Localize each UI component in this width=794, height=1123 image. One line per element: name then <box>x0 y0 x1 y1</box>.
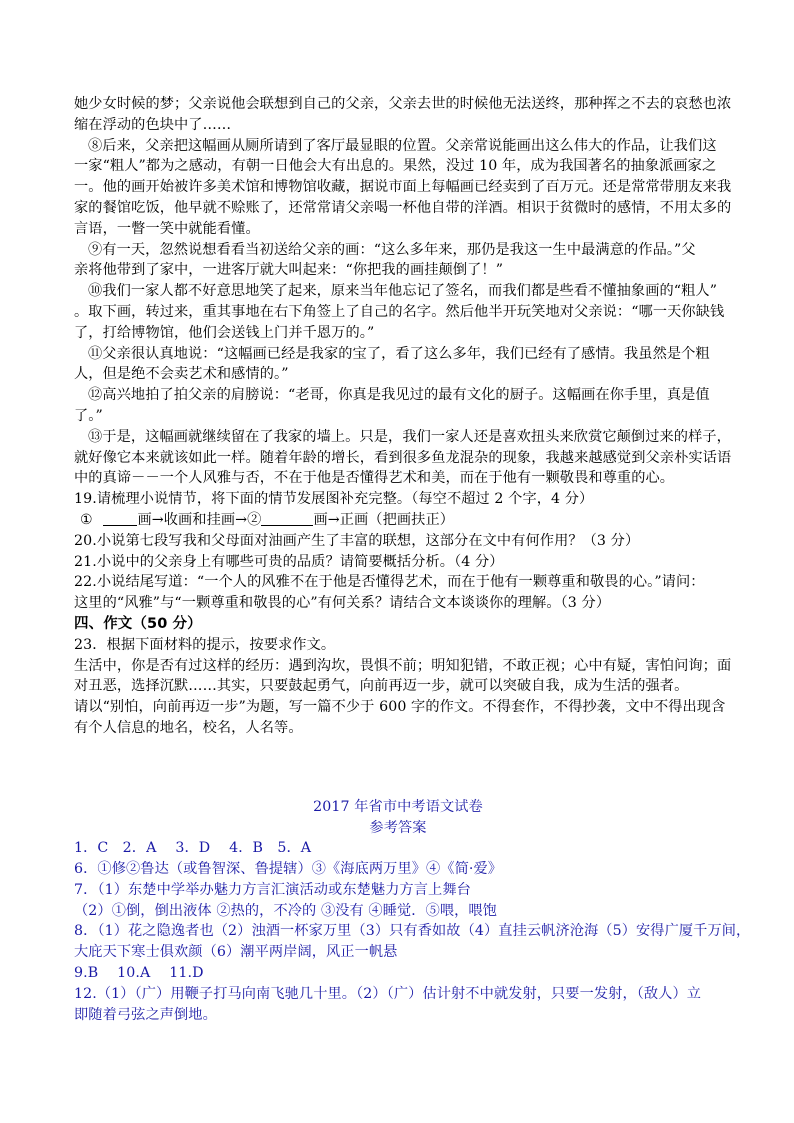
questions-section <box>74 489 722 614</box>
passage-line: 她少女时候的梦；父亲说他会联想到自己的父亲，父亲去世的时候他无法送终，那种挥之不去的哀愁也浓 <box>74 96 732 112</box>
paragraph-8: ⑧后来，父亲把这幅画从厕所请到了客厅最显眼的位置。父亲常说能画出这么伟大的作品，让我们这 <box>88 137 717 154</box>
composition-material: 对丑恶，选择沉默……其实，只要鼓起勇气，向前再迈一步，就可以突破自我，成为生活的强者。 <box>74 678 689 695</box>
section-heading: 四、作文（50 分） <box>74 615 202 632</box>
answer-line: 大庇天下寒士俱欢颜（6）潮平两岸阔，风正一帆悬 <box>74 944 398 961</box>
question-20: 20.小说第七段写我和父母面对油画产生了丰富的联想，这部分在文中有何作用？（3 分） <box>74 532 640 549</box>
answer-key <box>74 797 751 1026</box>
answer-key-title: 2017 年省市中考语文试卷 <box>313 798 483 815</box>
composition-requirement: 请以“别怕，向前再迈一步”为题，写一篇不少于 600 字的作文。不得套作，不得抄袭，文中不得出现含 <box>74 699 726 716</box>
answer-key-subtitle: 参考答案 <box>369 819 427 836</box>
question-22: 22.小说结尾写道：“一个人的风雅不在于他是否懂得艺术，而在于他有一颗尊重和敬畏的心。”请问： <box>74 574 705 591</box>
answer-line: 6．①修②鲁达（或鲁智深、鲁提辖）③《海底两万里》④《简·爱》 <box>74 861 503 878</box>
answer-line: 9.B 10.A 11.D <box>74 965 204 982</box>
answer-line: 7．（1）东楚中学举办魅力方言汇演活动或东楚魅力方言上舞台 <box>74 881 471 898</box>
answer-line: 12.（1）（广）用鞭子打马向南飞驰几十里。（2）（广）估计射不中就发射，只要一发射，（敌人）立 <box>74 985 702 1002</box>
passage-line: 就好像它本来就该如此一样。随着年龄的增长，看到很多鱼龙混杂的现象，我越来越感觉到父亲朴实话语 <box>74 449 732 466</box>
passage-line: 了。” <box>74 407 103 424</box>
question-19-fill-in <box>74 510 722 531</box>
paragraph-12: ⑫高兴地拍了拍父亲的肩膀说：“老哥，你真是我见过的最有文化的厨子。这幅画在你手里，真是值 <box>88 387 710 404</box>
composition-section <box>74 614 732 739</box>
blank-2 <box>261 511 313 526</box>
passage-line: 言语，一瞥一笑中就能看懂。 <box>74 220 260 237</box>
composition-material: 生活中，你是否有过这样的经历：遇到沟坎，畏惧不前；明知犯错，不敢正视；心中有疑，害怕问询；面 <box>74 657 732 674</box>
composition-requirement: 有个人信息的地名，校名，人名等。 <box>74 719 303 736</box>
blank-1 <box>103 511 137 526</box>
passage-line: 人，但是绝不会卖艺术和感情的。” <box>74 366 289 383</box>
spacer <box>74 739 722 797</box>
exam-page <box>74 94 751 1025</box>
question-19: 19.请梳理小说情节，将下面的情节发展图补充完整。（每空不超过 2 个字，4 分） <box>74 491 594 508</box>
question-23: 23．根据下面材料的提示，按要求作文。 <box>74 636 336 653</box>
passage-line: 缩在浮动的色块中了…… <box>74 116 232 133</box>
answer-line: 8．（1）花之隐逸者也（2）浊酒一杯家万里（3）只有香如故（4）直挂云帆济沧海（5）安得广厦千万间， <box>74 923 751 940</box>
paragraph-13: ⑬于是，这幅画就继续留在了我家的墙上。只是，我们一家人还是喜欢扭头来欣赏它颠倒过来的样子， <box>88 428 731 445</box>
question-21: 21.小说中的父亲身上有哪些可贵的品质？请简要概括分析。（4 分） <box>74 553 504 570</box>
passage-line: 一。他的画开始被许多美术馆和博物馆收藏，据说市面上每幅画已经卖到了百万元。还是常常带朋友来我 <box>74 179 732 196</box>
paragraph-9: ⑨有一天，忽然说想看看当初送给父亲的画：“这么多年来，那仍是我这一生中最满意的作品。”父 <box>88 241 696 258</box>
story-passage <box>74 94 732 489</box>
passage-line: 亲将他带到了家中，一进客厅就大叫起来：“你把我的画挂颠倒了！” <box>74 262 504 279</box>
passage-line: 。取下画，转过来，重其事地在右下角签上了自己的名字。然后他半开玩笑地对父亲说：“哪一天你缺钱 <box>74 303 725 320</box>
blank-1-label: ① <box>80 511 93 528</box>
passage-line: 家的餐馆吃饭，他早就不赊账了，还常常请父亲喝一杯他自带的洋酒。相识于贫微时的感情，不用太多的 <box>74 199 732 216</box>
plot-step-middle: 画→收画和挂画→② <box>137 511 262 528</box>
plot-step-end: 画→正画（把画扶正） <box>313 511 455 528</box>
paragraph-10: ⑩我们一家人都不好意思地笑了起来，原来当年他忘记了签名，而我们都是些看不懂抽象画的“粗人” <box>88 283 718 300</box>
answer-line: 1．C 2．A 3．D 4．B 5．A <box>74 840 312 857</box>
passage-line: 了，打给博物馆，他们会送钱上门并千恩万的。” <box>74 324 375 341</box>
passage-line: 中的真谛－－一个人风雅与否，不在于他是否懂得艺术和美，而在于他有一颗敬畏和尊重的心。 <box>74 470 675 487</box>
answer-line: （2）①倒，倒出液体 ②热的，不冷的 ③没有 ④睡觉．⑤喂，喂饱 <box>74 902 498 919</box>
paragraph-11: ⑪父亲很认真地说：“这幅画已经是我家的宝了，看了这么多年，我们已经有了感情。我虽然是个粗 <box>88 345 710 362</box>
answer-line: 即随着弓弦之声倒地。 <box>74 1006 217 1023</box>
passage-line: 一家“粗人”都为之感动，有朝一日他会大有出息的。果然，没过 10 年，成为我国著名的抽象派画家之 <box>74 158 717 175</box>
question-22-continued: 这里的“风雅”与“一颗尊重和敬畏的心”有何关系？请结合文本谈谈你的理解。（3 分） <box>74 595 611 612</box>
